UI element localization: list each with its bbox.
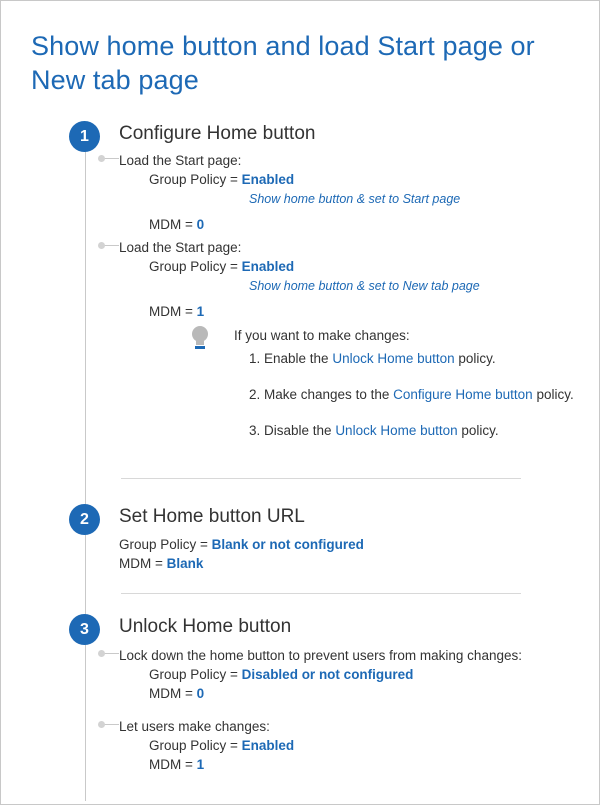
group-policy-row xyxy=(119,257,589,276)
group-policy-row xyxy=(119,170,589,189)
mdm-row xyxy=(119,684,589,703)
lightbulb-icon xyxy=(189,326,211,356)
divider-1 xyxy=(121,478,521,479)
step-1-branch-2 xyxy=(119,238,589,321)
tip-item-3-pre: 3. Disable the xyxy=(249,423,336,438)
group-policy-value: Blank or not configured xyxy=(211,537,364,552)
group-policy-value: Disabled or not configured xyxy=(241,667,414,682)
tip-item-3 xyxy=(189,421,600,440)
tip-item-1-pre: 1. Enable the xyxy=(249,351,333,366)
group-policy-label: Group Policy = xyxy=(119,537,212,552)
mdm-row xyxy=(119,215,589,234)
mdm-row xyxy=(119,554,589,573)
tip-item-1 xyxy=(189,349,600,368)
group-policy-label: Group Policy = xyxy=(149,667,242,682)
tip-box xyxy=(189,326,600,440)
step-1-badge: 1 xyxy=(69,121,100,152)
vertical-spine xyxy=(85,141,86,801)
branch-note: Show home button & set to Start page xyxy=(249,192,461,206)
group-policy-label: Group Policy = xyxy=(149,738,242,753)
branch-note: Show home button & set to New tab page xyxy=(249,279,480,293)
group-policy-label: Group Policy = xyxy=(149,172,242,187)
unlock-home-button-link[interactable]: Unlock Home button xyxy=(332,351,455,366)
tip-item-3-post: policy. xyxy=(457,423,499,438)
mdm-row xyxy=(119,302,589,321)
branch-label: Let users make changes: xyxy=(119,719,270,734)
mdm-value: 0 xyxy=(196,686,205,701)
step-3-branch-1 xyxy=(119,646,589,703)
group-policy-value: Enabled xyxy=(241,172,295,187)
step-2-rows xyxy=(119,535,589,573)
branch-label: Lock down the home button to prevent users from making changes: xyxy=(119,648,522,663)
mdm-label: MDM = xyxy=(149,686,197,701)
mdm-value: 1 xyxy=(196,304,205,319)
configure-home-button-link[interactable]: Configure Home button xyxy=(393,387,533,402)
mdm-row xyxy=(119,755,589,774)
page-title: Show home button and load Start page or New tab page xyxy=(31,31,535,95)
group-policy-row xyxy=(119,665,589,684)
step-3-badge: 3 xyxy=(69,614,100,645)
step-3-branch-2 xyxy=(119,717,589,774)
branch-connector xyxy=(101,158,119,159)
tip-item-1-post: policy. xyxy=(454,351,496,366)
mdm-label: MDM = xyxy=(119,556,167,571)
branch-connector xyxy=(101,653,119,654)
tip-item-2 xyxy=(189,385,600,404)
branch-label: Load the Start page: xyxy=(119,153,242,168)
step-3-title: Unlock Home button xyxy=(119,616,292,637)
mdm-label: MDM = xyxy=(149,304,197,319)
step-2-badge: 2 xyxy=(69,504,100,535)
tip-heading: If you want to make changes: xyxy=(234,328,410,343)
group-policy-value: Enabled xyxy=(241,738,295,753)
step-2-title: Set Home button URL xyxy=(119,506,305,527)
group-policy-label: Group Policy = xyxy=(149,259,242,274)
tip-item-2-pre: 2. Make changes to the xyxy=(249,387,394,402)
group-policy-value: Enabled xyxy=(241,259,295,274)
divider-2 xyxy=(121,593,521,594)
branch-label: Load the Start page: xyxy=(119,240,242,255)
unlock-home-button-link-2[interactable]: Unlock Home button xyxy=(335,423,458,438)
mdm-value: 0 xyxy=(196,217,205,232)
group-policy-row xyxy=(119,736,589,755)
branch-connector xyxy=(101,245,119,246)
mdm-label: MDM = xyxy=(149,217,197,232)
step-1-branch-1 xyxy=(119,151,589,234)
mdm-value: 1 xyxy=(196,757,205,772)
step-1-title: Configure Home button xyxy=(119,123,316,144)
mdm-value: Blank xyxy=(166,556,204,571)
branch-connector xyxy=(101,724,119,725)
tip-item-2-post: policy. xyxy=(532,387,574,402)
group-policy-row xyxy=(119,535,589,554)
mdm-label: MDM = xyxy=(149,757,197,772)
